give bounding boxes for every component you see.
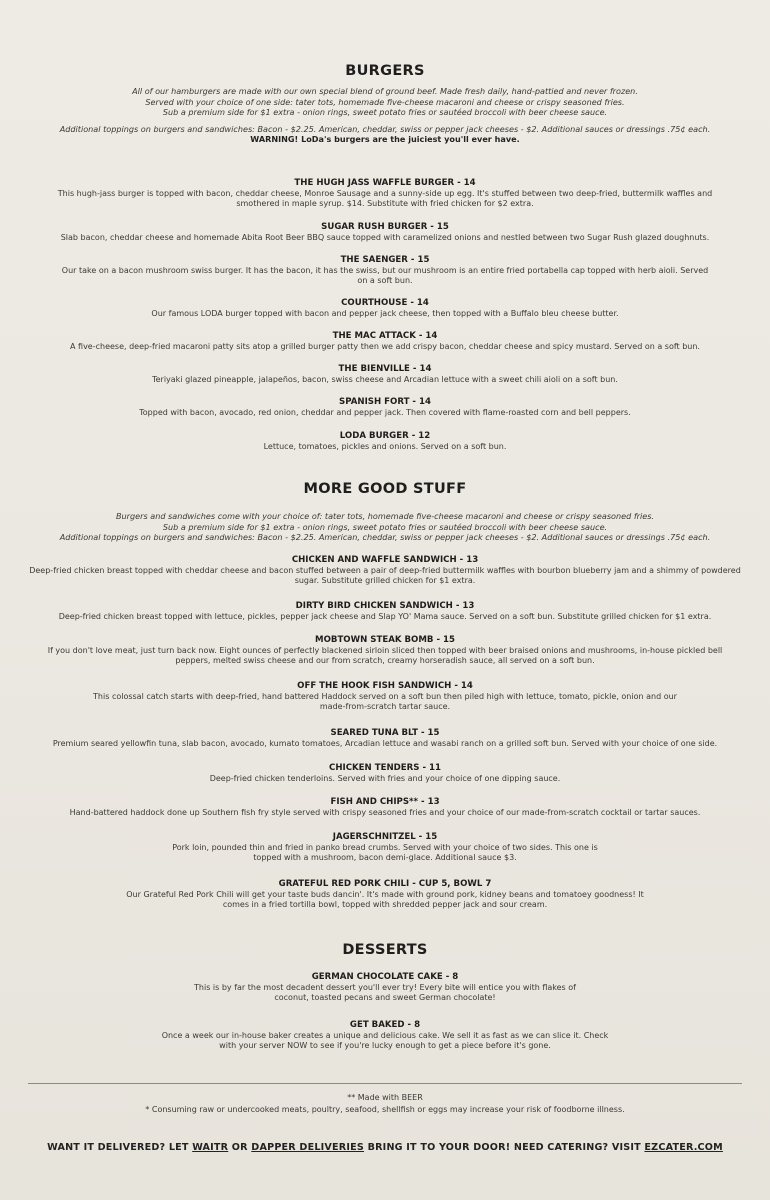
menu-item — [20, 832, 750, 864]
menu-item — [20, 797, 750, 818]
item-description: Deep-fried chicken breast topped with lettuce, pickles, pepper jack cheese and Slap YO' Mama sauce. Served on a soft bun. Substitute grilled chicken for $1 extra. — [58, 612, 712, 621]
item-name: THE MAC ATTACK - 14 — [332, 331, 438, 341]
item-description: Our take on a bacon mushroom swiss burger. It has the bacon, it has the swiss, but our mushroom is an entire fried portabella cap topped with herb aioli. Served on a soft bun. — [61, 266, 709, 286]
menu-item — [20, 635, 750, 667]
more-intro-line: Additional toppings on burgers and sandwiches: Bacon - $2.25. American, cheddar, swiss or pepper jack cheeses - $2. Additional sauces or dressings .75¢ each. — [59, 532, 711, 542]
more-intro-line: Sub a premium side for $1 extra - onion rings, sweet potato fries or sautéed broccoli with beer cheese sauce. — [162, 521, 608, 532]
menu-item — [20, 178, 750, 210]
cta-text: BRING IT TO YOUR DOOR! NEED CATERING? VISIT — [364, 1142, 645, 1153]
menu-item — [20, 255, 750, 287]
item-name: CHICKEN TENDERS - 11 — [329, 763, 441, 773]
item-name: JAGERSCHNITZEL - 15 — [332, 832, 438, 842]
item-name: MOBTOWN STEAK BOMB - 15 — [315, 635, 455, 645]
item-description: Topped with bacon, avocado, red onion, cheddar and pepper jack. Then covered with flame-roasted corn and bell peppers. — [139, 408, 631, 417]
menu-item — [20, 763, 750, 784]
item-name: THE BIENVILLE - 14 — [338, 364, 432, 374]
more-intro-line: Burgers and sandwiches come with your choice of: tater tots, homemade five-cheese macaroni and cheese or crispy seasoned fries. — [115, 511, 655, 521]
item-name: LODA BURGER - 12 — [339, 431, 431, 441]
item-description: Deep-fried chicken breast topped with cheddar cheese and bacon stuffed between a pair of deep-fried buttermilk waffles with bourbon blueberry jam and a shimmy of powdered sugar. Substitute grilled chicken for $1 extra. — [29, 566, 741, 586]
menu-item — [20, 728, 750, 749]
ezcater-link[interactable]: EZCATER.COM — [644, 1142, 723, 1153]
menu-item — [20, 298, 750, 319]
cta-text: WANT IT DELIVERED? LET — [47, 1142, 193, 1153]
item-name: OFF THE HOOK FISH SANDWICH - 14 — [297, 681, 473, 691]
menu-item — [20, 1020, 750, 1052]
menu-item — [20, 601, 750, 622]
item-description: A five-cheese, deep-fried macaroni patty sits atop a grilled burger patty then we add crispy bacon, cheddar cheese and spicy mustard. Served on a soft bun. — [70, 342, 700, 351]
cta-text: OR — [228, 1142, 252, 1153]
item-description: If you don't love meat, just turn back now. Eight ounces of perfectly blackened sirloin sliced then topped with beer braised onions and mushrooms, in-house pickled bell peppers, melted swiss cheese and our from scratch, creamy horseradish sauce, all served on a soft bun. — [47, 646, 723, 666]
menu-item — [20, 222, 750, 243]
item-name: THE SAENGER - 15 — [340, 255, 430, 265]
waitr-link[interactable]: WAITR — [192, 1142, 229, 1153]
more-section-title: MORE GOOD STUFF — [303, 481, 467, 497]
item-name: CHICKEN AND WAFFLE SANDWICH - 13 — [291, 555, 479, 565]
item-description: Once a week our in-house baker creates a unique and delicious cake. We sell it as fast as we can slice it. Check with your server NOW to see if you're lucky enough to get a piece before it's gone. — [161, 1031, 609, 1051]
juicy-warning: WARNING! LoDa's burgers are the juiciest you'll ever have. — [250, 134, 520, 144]
item-description: Our Grateful Red Pork Chili will get your taste buds dancin'. It's made with ground pork, kidney beans and tomatoey goodness! It comes in a fried tortilla bowl, topped with shredded pepper jack and sour cream. — [126, 890, 644, 910]
menu-item — [20, 972, 750, 1004]
item-name: GET BAKED - 8 — [349, 1020, 421, 1030]
consumer-advisory: * Consuming raw or undercooked meats, poultry, seafood, shellfish or eggs may increase your risk of foodborne illness. — [145, 1105, 625, 1114]
item-description: This colossal catch starts with deep-fried, hand battered Haddock served on a soft bun then piled high with lettuce, tomato, pickle, onion and our made-from-scratch tartar sauce. — [93, 692, 677, 712]
item-name: SUGAR RUSH BURGER - 15 — [321, 222, 449, 232]
beer-note: ** Made with BEER — [347, 1093, 423, 1102]
footer-divider — [28, 1083, 742, 1084]
item-description: Deep-fried chicken tenderloins. Served with fries and your choice of one dipping sauce. — [209, 774, 561, 783]
item-name: GERMAN CHOCOLATE CAKE - 8 — [311, 972, 459, 982]
burgers-intro-line: Served with your choice of one side: tater tots, homemade five-cheese macaroni and cheese or crispy seasoned fries. — [145, 96, 625, 107]
item-name: THE HUGH JASS WAFFLE BURGER - 14 — [294, 178, 476, 188]
item-name: COURTHOUSE - 14 — [341, 298, 429, 308]
desserts-section-title: DESSERTS — [342, 942, 428, 958]
menu-item — [20, 555, 750, 587]
delivery-callout — [0, 1142, 770, 1153]
item-description: Slab bacon, cheddar cheese and homemade Abita Root Beer BBQ sauce topped with caramelized onions and nestled between two Sugar Rush glazed doughnuts. — [60, 233, 710, 242]
item-name: SEARED TUNA BLT - 15 — [330, 728, 440, 738]
menu-item — [20, 331, 750, 352]
more-intro — [30, 511, 740, 543]
item-description: Teriyaki glazed pineapple, jalapeños, bacon, swiss cheese and Arcadian lettuce with a sweet chili aioli on a soft bun. — [152, 375, 618, 384]
item-description: This hugh-jass burger is topped with bacon, cheddar cheese, Monroe Sausage and a sunny-side up egg. It's stuffed between two deep-fried, buttermilk waffles and smothered in maple syrup. $14. Substitute with fried chicken for $2 extra. — [57, 189, 713, 209]
item-name: GRATEFUL RED PORK CHILI - CUP 5, BOWL 7 — [278, 879, 492, 889]
burgers-intro-line: All of our hamburgers are made with our own special blend of ground beef. Made fresh daily, hand-pattied and never frozen. — [132, 86, 638, 96]
menu-item — [20, 879, 750, 911]
menu-item — [20, 431, 750, 452]
burgers-section-title: BURGERS — [345, 63, 425, 79]
item-description: Pork loin, pounded thin and fried in panko bread crumbs. Served with your choice of two sides. This one is topped with a mushroom, bacon demi-glace. Additional sauce $3. — [172, 843, 598, 863]
toppings-note: Additional toppings on burgers and sandwiches: Bacon - $2.25. American, cheddar, swiss or pepper jack cheeses - $2. Additional sauces or dressings .75¢ each. — [59, 123, 711, 134]
burgers-intro-line: Sub a premium side for $1 extra - onion rings, sweet potato fries or sautéed broccoli with beer cheese sauce. — [162, 107, 608, 117]
item-name: DIRTY BIRD CHICKEN SANDWICH - 13 — [295, 601, 475, 611]
burgers-intro — [30, 86, 740, 145]
item-description: Our famous LODA burger topped with bacon and pepper jack cheese, then topped with a Buffalo bleu cheese butter. — [151, 309, 619, 318]
item-name: FISH AND CHIPS** - 13 — [330, 797, 440, 807]
menu-item — [20, 397, 750, 418]
item-description: Hand-battered haddock done up Southern fish fry style served with crispy seasoned fries and your choice of our made-from-scratch cocktail or tartar sauces. — [69, 808, 701, 817]
item-description: This is by far the most decadent dessert you'll ever try! Every bite will entice you with flakes of coconut, toasted pecans and sweet German chocolate! — [194, 983, 576, 1003]
item-name: SPANISH FORT - 14 — [339, 397, 431, 407]
dapper-deliveries-link[interactable]: DAPPER DELIVERIES — [251, 1142, 365, 1153]
menu-item — [20, 681, 750, 713]
item-description: Lettuce, tomatoes, pickles and onions. Served on a soft bun. — [263, 442, 507, 451]
item-description: Premium seared yellowfin tuna, slab bacon, avocado, kumato tomatoes, Arcadian lettuce and wasabi ranch on a grilled soft bun. Served with your choice of one side. — [52, 739, 718, 748]
menu-item — [20, 364, 750, 385]
